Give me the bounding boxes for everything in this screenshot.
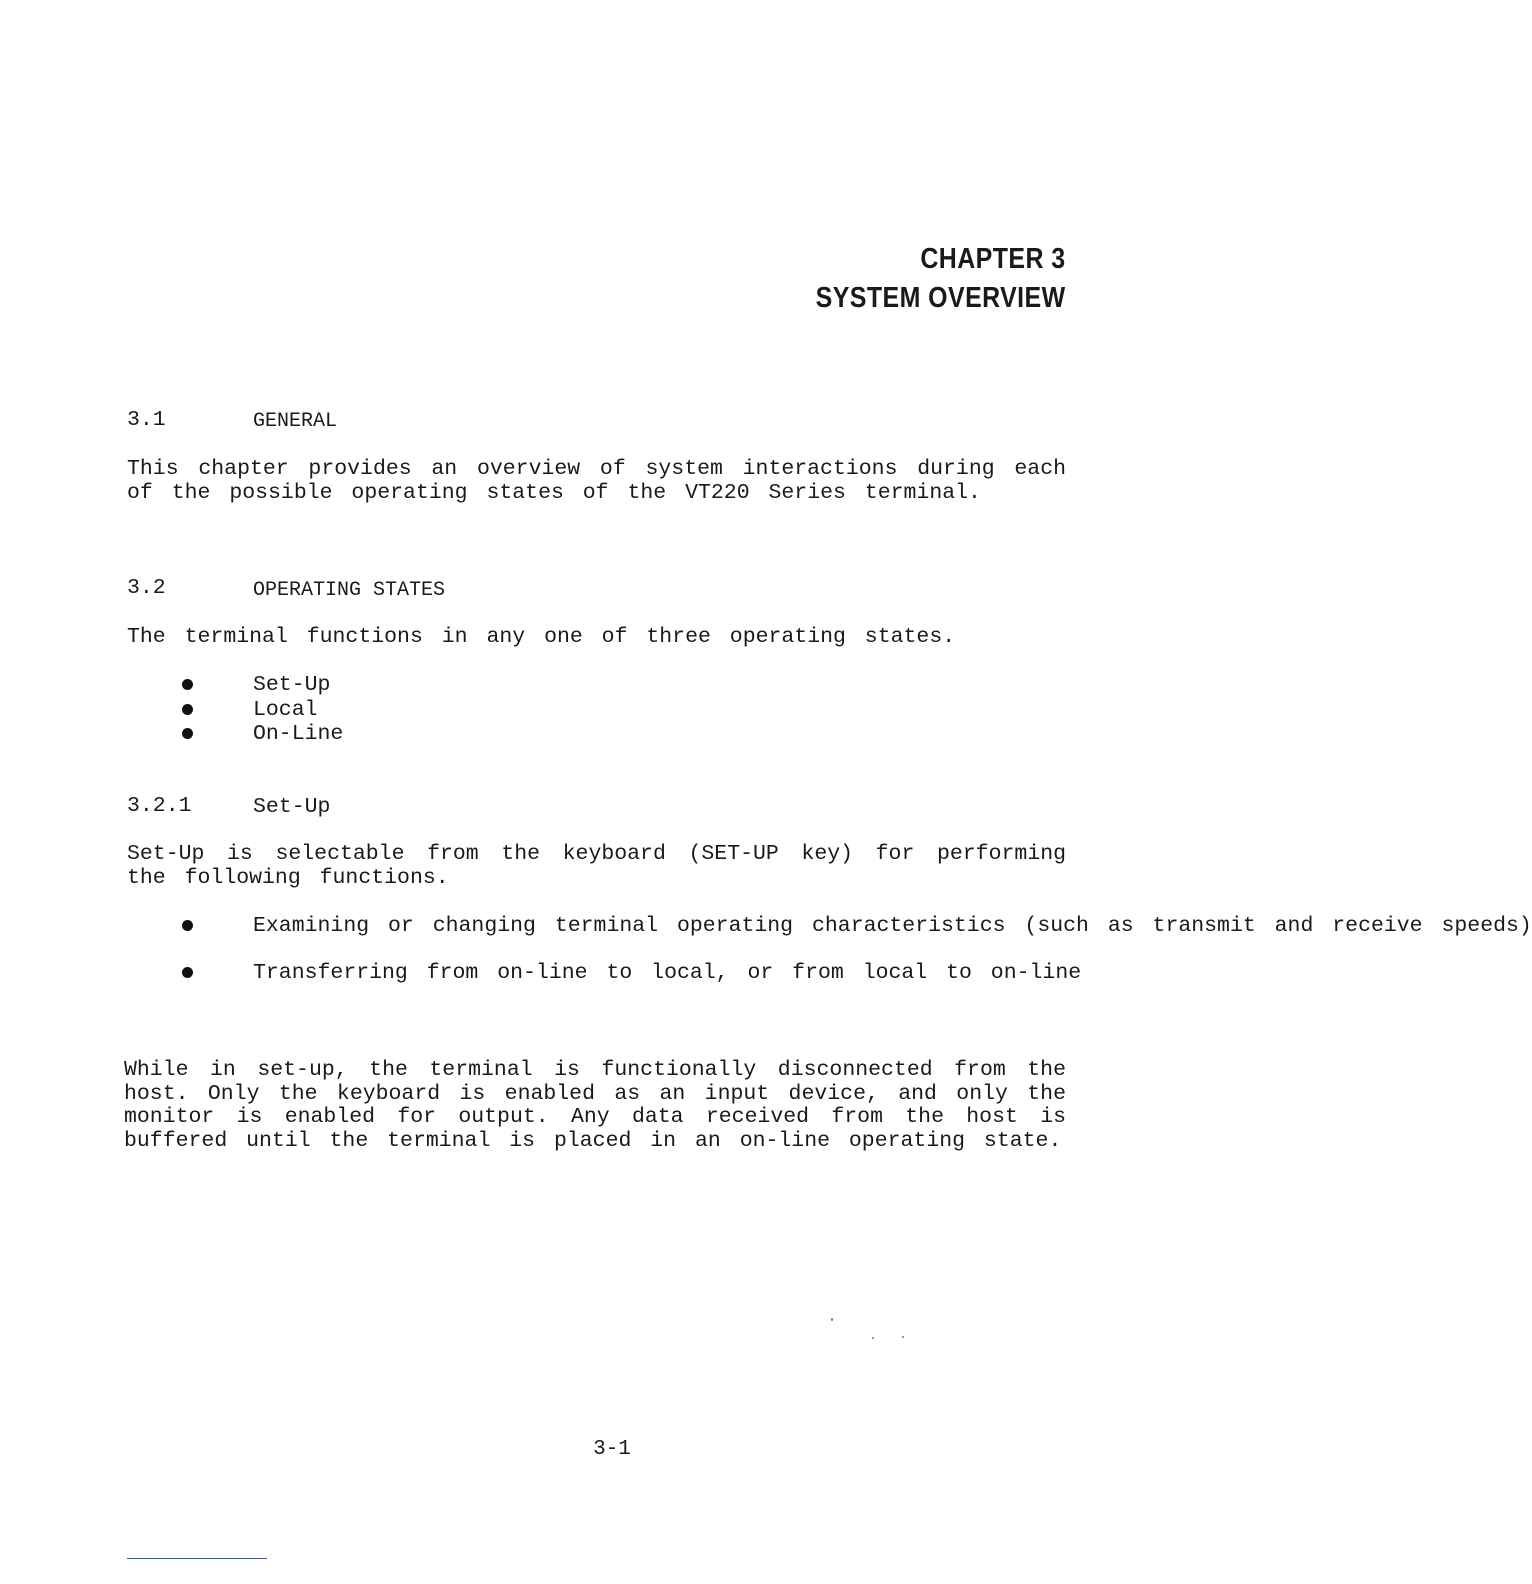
section-title: OPERATING STATES bbox=[253, 579, 446, 602]
section-number: 3.2.1 bbox=[127, 794, 192, 818]
section-paragraph: This chapter provides an overview of system interactions during each of the possible operating states of the VT220 Series terminal. bbox=[127, 457, 1066, 505]
scan-speck bbox=[872, 1337, 874, 1339]
page-number: 3-1 bbox=[593, 1438, 631, 1461]
section-title: Set-Up bbox=[253, 795, 331, 819]
closing-paragraph: While in set-up, the terminal is functionally disconnected from the host. Only the keyboard is enabled as an input device, and only the monitor is enabled for output. Any data received from the host is buffered until the terminal is placed in an on-line operating state. bbox=[124, 1058, 1066, 1153]
scan-speck bbox=[902, 1336, 904, 1338]
list-item bbox=[127, 698, 1066, 723]
section-number: 3.2 bbox=[127, 576, 166, 600]
section-paragraph: The terminal functions in any one of three operating states. bbox=[127, 625, 956, 649]
chapter-heading bbox=[816, 240, 1066, 318]
bottom-rule bbox=[127, 1558, 267, 1559]
section-number: 3.1 bbox=[127, 408, 166, 432]
chapter-number: CHAPTER 3 bbox=[920, 243, 1066, 275]
list-item bbox=[127, 722, 1066, 747]
scan-speck bbox=[831, 1318, 833, 1321]
list-item-text: Transferring from on-line to local, or from local to on-line bbox=[253, 960, 1082, 985]
bullet-icon bbox=[182, 679, 193, 690]
bullet-icon bbox=[182, 967, 193, 978]
bullet-list bbox=[127, 673, 1066, 747]
bullet-icon bbox=[182, 920, 193, 931]
list-item-text: Examining or changing terminal operating characteristics (such as transmit and receive speeds) bbox=[253, 914, 1532, 938]
section-paragraph: Set-Up is selectable from the keyboard (SET-UP key) for performing the following functions. bbox=[127, 842, 1066, 890]
list-item bbox=[127, 673, 1066, 698]
list-item-text: On-Line bbox=[253, 722, 344, 746]
bullet-list bbox=[127, 914, 1532, 985]
list-item bbox=[127, 960, 1082, 986]
section-title: GENERAL bbox=[253, 410, 338, 433]
bullet-icon bbox=[182, 728, 193, 739]
list-item-text: Set-Up bbox=[253, 673, 331, 697]
list-item bbox=[127, 914, 1532, 939]
list-item-text: Local bbox=[253, 697, 318, 722]
chapter-title: SYSTEM OVERVIEW bbox=[816, 282, 1066, 314]
bullet-icon bbox=[182, 704, 193, 715]
